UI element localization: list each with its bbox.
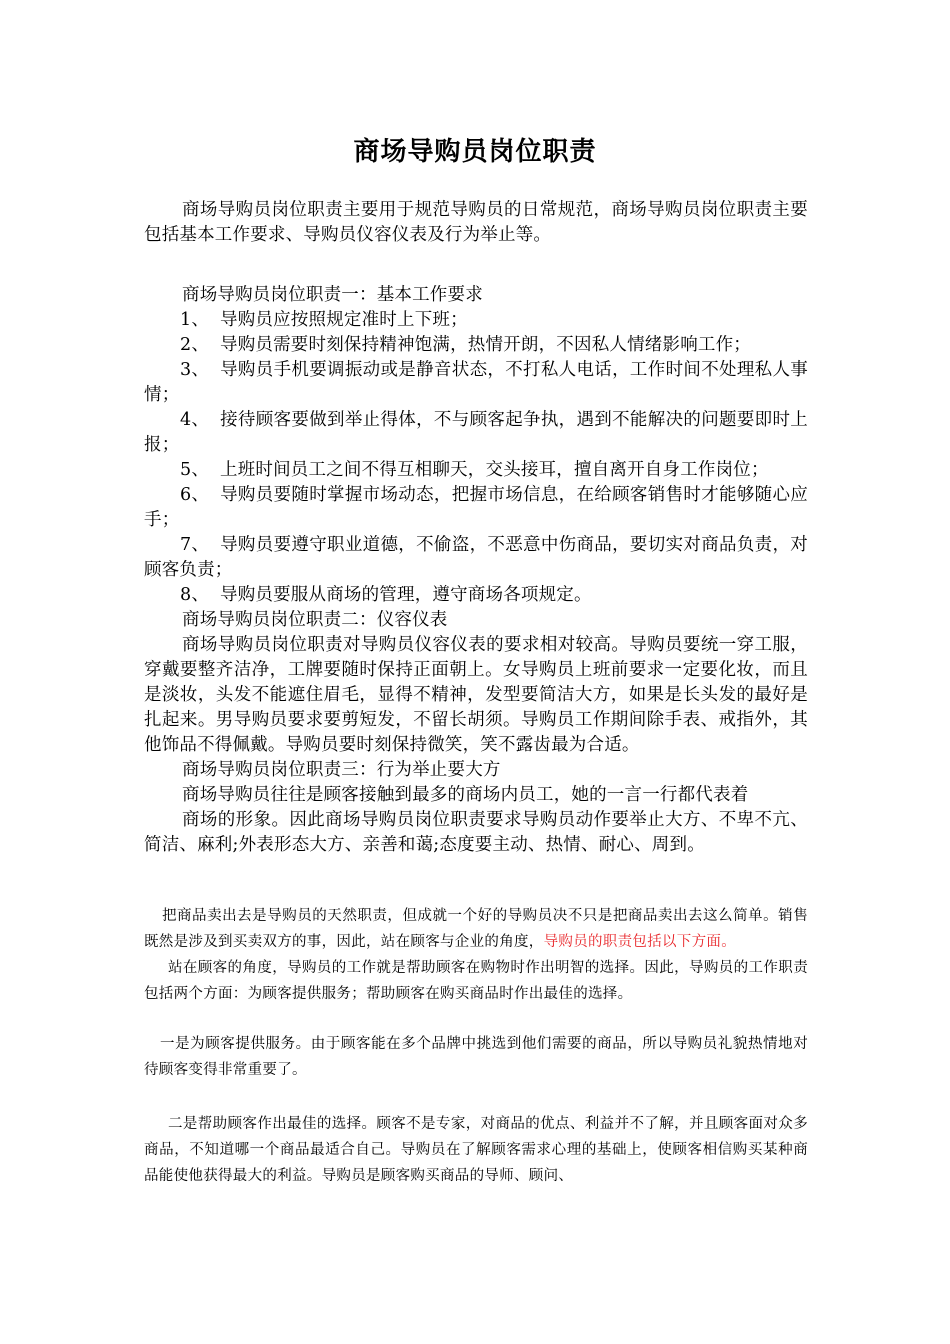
list-number: 4、 [180,410,210,430]
list-text: 导购员手机要调振动或是静音状态，不打私人电话，工作时间不处理私人事情； [144,360,808,405]
section2-body: 商场导购员岗位职责对导购员仪容仪表的要求相对较高。导购员要统一穿工服，穿戴要整齐洁净，工牌要随时保持正面朝上。女导购员上班前要求一定要化妆，而且是淡妆，头发不能遮住眉毛，显得不精神，发型要简洁大方，如果是长头发的最好是扎起来。男导购员要求要剪短发，不留长胡须。导购员工作期间除手表、戒指外，其他饰品不得佩戴。导购员要时刻保持微笑，笑不露齿最为合适。 [144,635,808,755]
list-text: 导购员要遵守职业道德，不偷盗，不恶意中伤商品，要切实对商品负责，对顾客负责； [144,535,808,580]
secondary-body [144,903,808,1189]
list-text: 导购员要随时掌握市场动态，把握市场信息，在给顾客销售时才能够随心应手； [144,485,808,530]
list-number: 6、 [180,485,210,505]
paragraph-duties-text: 把商品卖出去是导购员的天然职责，但成就一个好的导购员决不只是把商品卖出去这么简单。销售既然是涉及到买卖双方的事，因此，站在顾客与企业的角度， [144,908,808,950]
section3-heading: 商场导购员岗位职责三：行为举止要大方 [182,760,501,780]
spacer [144,1083,808,1111]
list-item [144,358,808,408]
section1-heading: 商场导购员岗位职责一：基本工作要求 [182,285,483,305]
paragraph-service: 一是为顾客提供服务。由于顾客能在多个品牌中挑选到他们需要的商品，所以导购员礼貌热情地对待顾客变得非常重要了。 [144,1036,808,1078]
list-number: 7、 [180,535,210,555]
spacer [144,1007,808,1031]
list-item [144,408,808,458]
spacer [144,248,808,283]
list-text: 上班时间员工之间不得互相聊天，交头接耳，擅自离开自身工作岗位； [220,460,769,480]
list-number: 8、 [180,585,210,605]
highlighted-text: 导购员的职责包括以下方面。 [543,934,737,950]
list-text: 导购员要服从商场的管理，遵守商场各项规定。 [220,585,592,605]
list-text: 接待顾客要做到举止得体，不与顾客起争执，遇到不能解决的问题要即时上报； [144,410,808,455]
list-text: 导购员应按照规定准时上下班； [220,310,468,330]
section2-heading: 商场导购员岗位职责二：仪容仪表 [182,610,448,630]
list-number: 1、 [180,310,210,330]
list-item [144,583,808,608]
section3-line1: 商场导购员往往是顾客接触到最多的商场内员工，她的一言一行都代表着 [182,785,749,805]
main-body [144,198,808,858]
list-number: 3、 [180,360,210,380]
list-item [144,483,808,533]
list-text: 导购员需要时刻保持精神饱满，热情开朗，不因私人情绪影响工作； [220,335,751,355]
intro-paragraph: 商场导购员岗位职责主要用于规范导购员的日常规范，商场导购员岗位职责主要包括基本工作要求、导购员仪容仪表及行为举止等。 [144,200,808,245]
list-item [144,533,808,583]
list-number: 2、 [180,335,210,355]
section3-body: 商场的形象。因此商场导购员岗位职责要求导购员动作要举止大方、不卑不亢、简洁、麻利;外表形态大方、亲善和蔼;态度要主动、热情、耐心、周到。 [144,810,808,855]
list-item [144,308,808,333]
list-item [144,458,808,483]
paragraph-best-choice: 二是帮助顾客作出最佳的选择。顾客不是专家，对商品的优点、利益并不了解，并且顾客面对众多商品，不知道哪一个商品最适合自己。导购员在了解顾客需求心理的基础上，使顾客相信购买某种商品能使他获得最大的利益。导购员是顾客购买商品的导师、顾问、 [144,1116,808,1184]
list-number: 5、 [180,460,210,480]
paragraph-customer-view: 站在顾客的角度，导购员的工作就是帮助顾客在购物时作出明智的选择。因此，导购员的工作职责包括两个方面：为顾客提供服务；帮助顾客在购买商品时作出最佳的选择。 [144,960,808,1002]
paragraph-duties [144,903,808,955]
document-title: 商场导购员岗位职责 [353,137,597,167]
list-item [144,333,808,358]
